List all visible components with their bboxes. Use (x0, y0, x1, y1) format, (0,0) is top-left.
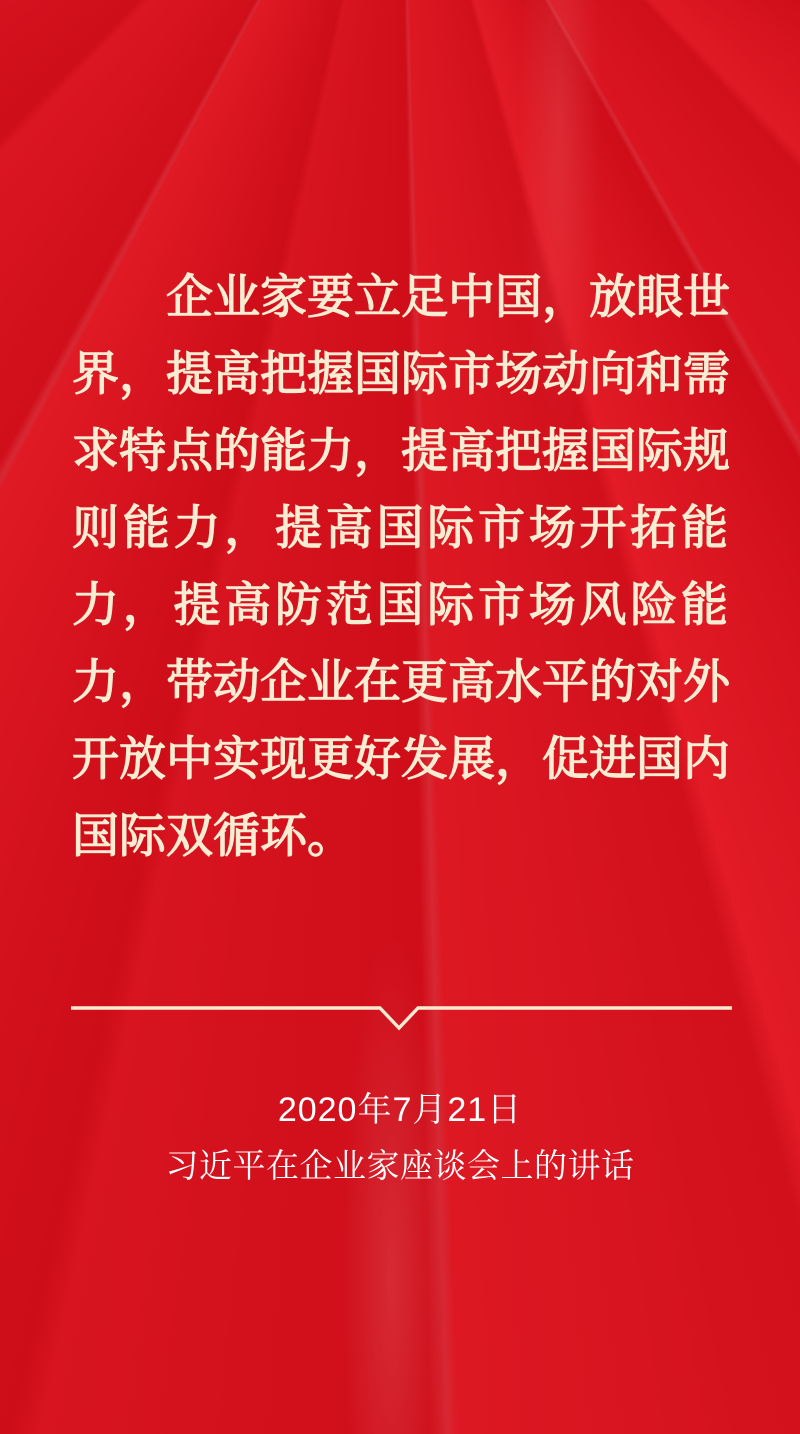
quote-line: 力，提高防范国际市场风险能 (72, 578, 728, 631)
quote-line: 开放中实现更好发展，促进国内 (72, 732, 730, 785)
date-text: 2020年7月21日 (277, 1091, 523, 1129)
quote-line: 则能力，提高国际市场开拓能 (72, 501, 728, 554)
quote-line: 界，提高把握国际市场动向和需 (72, 347, 730, 400)
quote-line: 求特点的能力，提高把握国际规 (72, 424, 730, 477)
quote-line: 力，带动企业在更高水平的对外 (72, 655, 730, 708)
quote-line: 国际双循环。 (72, 809, 354, 862)
attribution-text: 习近平在企业家座谈会上的讲话 (165, 1147, 635, 1184)
quote-text (72, 258, 728, 874)
quote-line: 企业家要立足中国，放眼世 (166, 270, 730, 323)
chevron-down-divider-icon (0, 1003, 800, 1043)
